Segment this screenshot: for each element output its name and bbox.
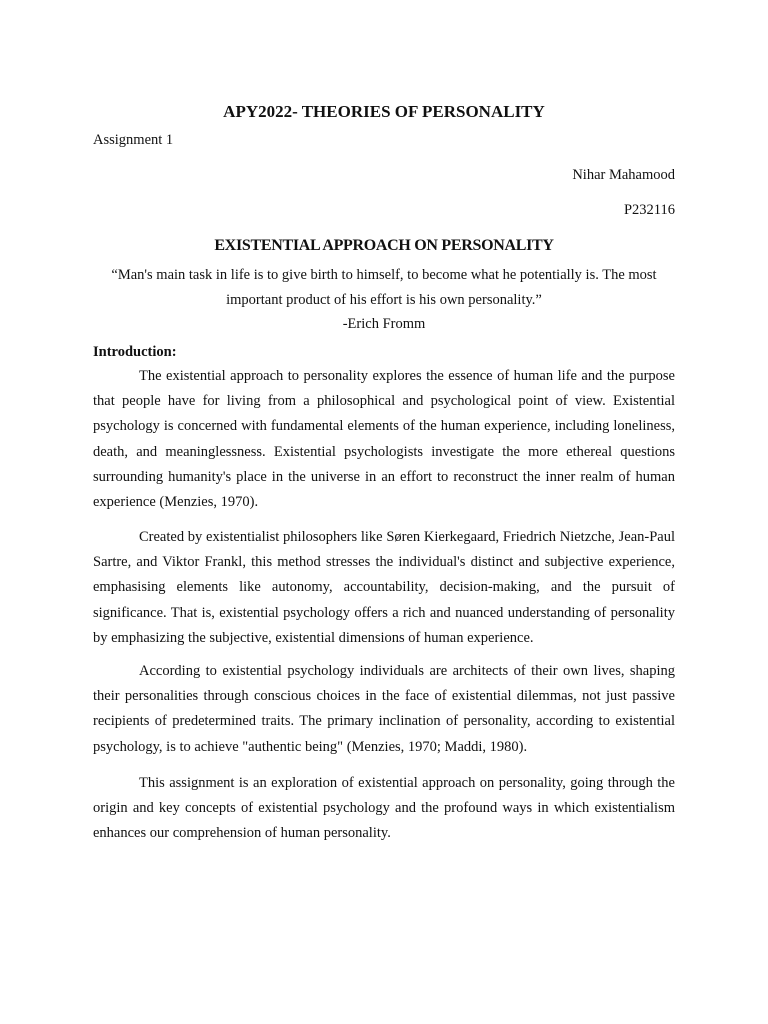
body-paragraph: This assignment is an exploration of existential approach on personality, going through the origin and key concepts of existential psychology and the profound ways in which existentialism enhances our comprehension of human personality. (93, 775, 675, 842)
body-paragraph: According to existential psychology individuals are architects of their own lives, shaping their personalities through conscious choices in the face of existential dilemmas, not just passive recipients of predetermined traits. The primary inclination of personality, according to existential psychology, is to achieve "authentic being" (Menzies, 1970; Maddi, 1980). (93, 663, 675, 755)
quote-attribution: -Erich Fromm (342, 316, 426, 332)
assignment-label: Assignment 1 (93, 132, 174, 148)
quote-line-2: important product of his effort is his own personality.” (226, 292, 542, 308)
student-id: P232116 (623, 202, 675, 218)
body-paragraph: The existential approach to personality explores the essence of human life and the purpose that people have for living from a philosophical and psychological point of view. Existential psychology is concerned with fundamental elements of the human experience, including loneliness, death, and meaninglessness. Existential psychologists investigate the more ethereal questions surrounding humanity's place in the universe in an effort to reconstruct the inner realm of human experience (Menzies, 1970). (93, 368, 675, 511)
body-paragraph: Created by existentialist philosophers like Søren Kierkegaard, Friedrich Nietzche, Jean-Paul Sartre, and Viktor Frankl, this method stresses the individual's distinct and subjective experience, emphasising elements like autonomy, accountability, decision-making, and the pursuit of significance. That is, existential psychology offers a rich and nuanced understanding of personality by emphasizing the subjective, existential dimensions of human experience. (93, 529, 675, 646)
essay-title: EXISTENTIAL APPROACH ON PERSONALITY (214, 237, 554, 254)
epigraph-quote (93, 263, 675, 313)
author-name: Nihar Mahamood (572, 167, 675, 183)
quote-line-1: “Man's main task in life is to give birth to himself, to become what he potentially is. The most (111, 267, 657, 283)
document-page (93, 0, 675, 1024)
introduction-heading: Introduction: (93, 344, 177, 360)
course-title: APY2022- THEORIES OF PERSONALITY (223, 102, 545, 121)
